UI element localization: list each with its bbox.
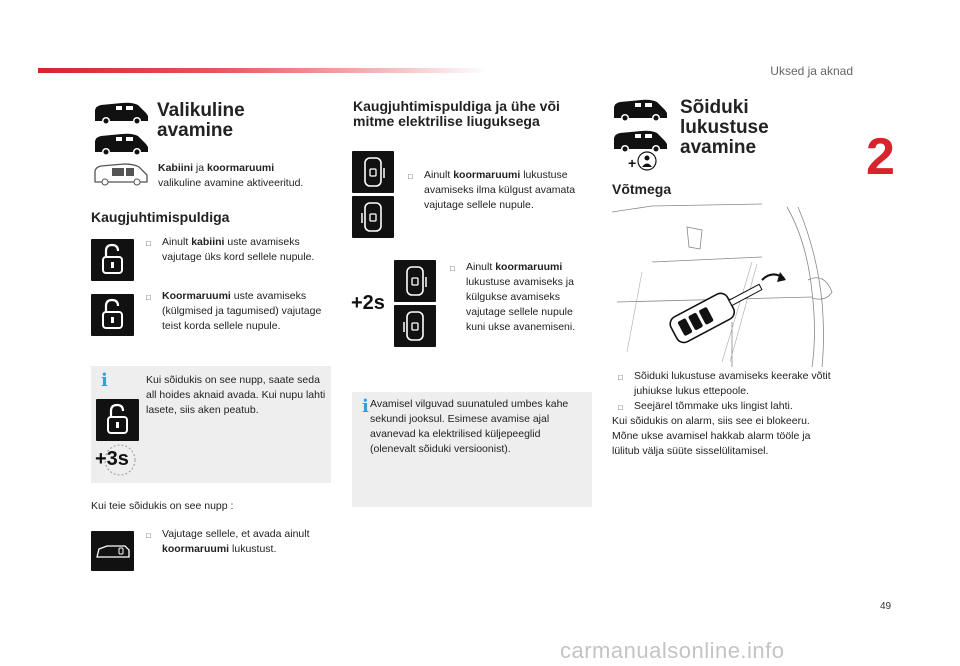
extra-seats-icon (628, 150, 658, 176)
info-text-windows: Kui sõidukis on see nupp, saate seda all hoides aknaid avada. Kui nupu lahti lasete, siis aken peatub. (146, 374, 326, 416)
with-key-heading: Võtmega (612, 181, 672, 197)
section-heading-selective-unlock: Valikuline avamine (157, 100, 245, 141)
hold-duration-label: +2s (351, 292, 385, 314)
hold-duration-label: +3s (95, 448, 129, 470)
remote-item-load: □ Koormaruumi uste avamiseks (külgmised ja tagumised) vajutage teist korda sellele nupule. (162, 289, 327, 334)
svg-text:+: + (628, 155, 637, 171)
sliding-door-button-icon (352, 151, 394, 193)
info-icon: i (362, 396, 369, 417)
section-heading-vehicle-unlock: Sõiduki lukustuse avamine (680, 97, 769, 158)
section-heading-sliding-doors: Kaugjuhtimispuldiga ja ühe või mitme elektrilise liuguksega (353, 98, 560, 129)
cab-intro-text: Kabiini ja koormaruumi valikuline avamine aktiveeritud. (158, 162, 304, 189)
sliding-item-load-only: □ Ainult koormaruumi lukustuse avamiseks ilma külgust avamata vajutage sellele nupule. (424, 168, 589, 213)
sliding-item-open-door: □ Ainult koormaruumi lukustuse avamiseks ja külgukse avamiseks vajutage sellele nupule kuni ukse avanemiseni. (466, 260, 591, 335)
key-step-turn: □ Sõiduki lukustuse avamiseks keerake võtit juhiukse lukus ettepoole. (634, 369, 849, 399)
page-number: 49 (880, 601, 892, 612)
sliding-door-button-icon (352, 196, 394, 238)
van-icon (92, 100, 150, 126)
header-accent-bar (38, 68, 488, 73)
sliding-door-button-icon (394, 305, 436, 347)
section-title: Uksed ja aknad (770, 64, 853, 78)
info-icon: i (101, 370, 108, 391)
van-icon (92, 131, 150, 157)
key-step-pull: □ Seejärel tõmmake uks lingist lahti. (634, 399, 849, 414)
unlock-button-icon (96, 399, 139, 441)
unlock-button-icon (91, 294, 134, 336)
sliding-door-button-icon (394, 260, 436, 302)
dashboard-display-icon (92, 162, 150, 186)
van-icon (611, 97, 669, 123)
watermark: carmanualsonline.info (560, 638, 785, 663)
alarm-note: Kui sõidukis on alarm, siis see ei blokeeru. Mõne ukse avamisel hakkab alarm tööle ja lülitub välja süüte sisselülitamisel. (612, 415, 811, 457)
load-button-item: □ Vajutage sellele, et avada ainult koormaruumi lukustust. (162, 527, 332, 557)
key-in-door-illustration (612, 202, 837, 367)
load-area-button-icon (91, 531, 134, 571)
remote-control-heading: Kaugjuhtimispuldiga (91, 209, 230, 225)
if-button-text: Kui teie sõidukis on see nupp : (91, 500, 234, 512)
unlock-button-icon (91, 239, 134, 281)
remote-item-cab: □ Ainult kabiini uste avamiseks vajutage üks kord sellele nupule. (162, 235, 337, 265)
info-text-indicators: Avamisel vilguvad suunatuled umbes kahe sekundi jooksul. Esimese avamise ajal avanevad ka elektrilised küljepeeglid (olenevalt sõiduki versioonist). (370, 398, 569, 455)
chapter-number: 2 (866, 128, 895, 186)
